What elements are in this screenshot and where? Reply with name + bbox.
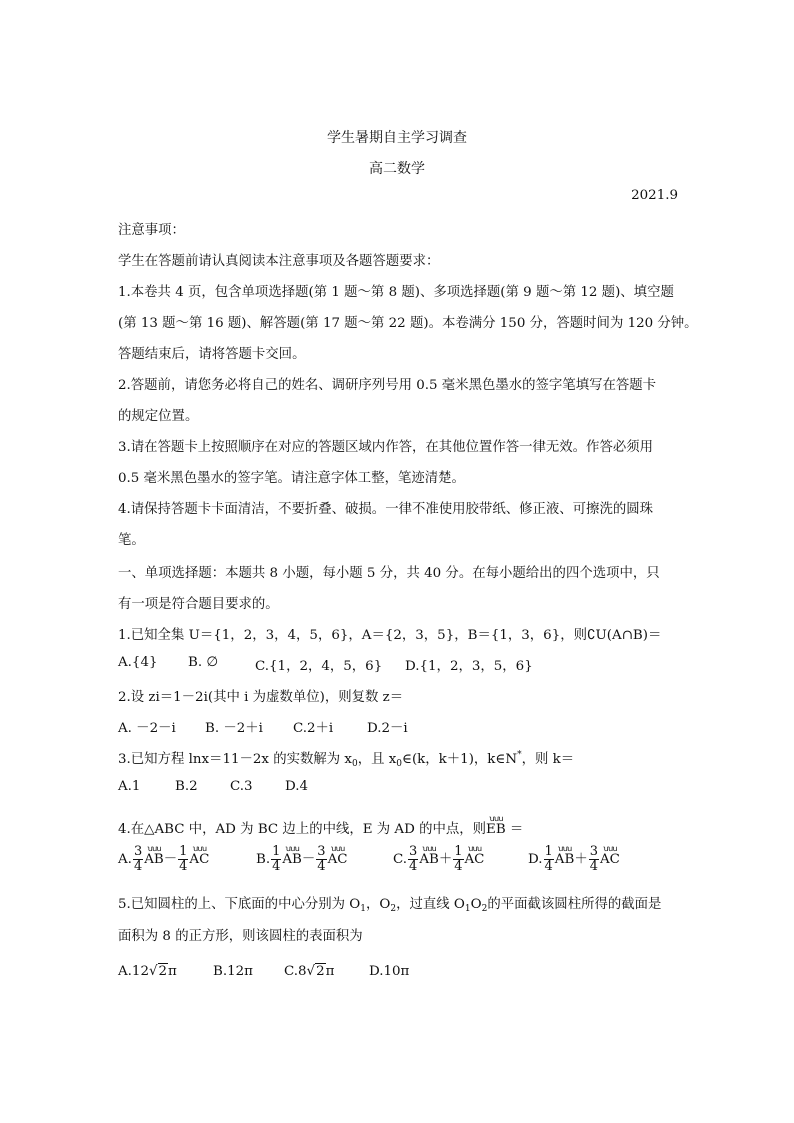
vector-ab: ꭒꭒꭒ AB (419, 852, 439, 867)
vector-ac: ꭒꭒꭒ AC (189, 852, 209, 867)
vector-eb: ꭒꭒꭒ EB (486, 822, 506, 837)
fraction: $\frac{3}{4}$ (133, 844, 143, 874)
question-1-option-d: D.{1，2，3，5，6} (405, 659, 533, 674)
notice-item-3-line-1: 3.请在答题卡上按照顺序在对应的答题区域内作答，在其他位置作答一律无效。作答必须用 (118, 440, 654, 455)
section-1-intro-line-2: 有一项是符合题目要求的。 (118, 597, 279, 612)
question-4-option-d: D. $\frac{1}{4}$ ꭒꭒꭒ AB＋ $\frac{3}{4}$ ꭒꭒꭒ AC (528, 845, 620, 874)
exam-date: 2021.9 (631, 188, 678, 203)
fraction: $\frac{3}{4}$ (409, 844, 418, 874)
question-3-option-c: C.3 (230, 779, 253, 794)
fraction: $\frac{1}{4}$ (272, 844, 281, 874)
question-1-stem: 1.已知全集 U＝{1，2，3，4，5，6}，A＝{2，3，5}，B＝{1，3，6}，则∁U(A∩B)＝ (118, 628, 662, 643)
question-3-option-a: A.1 (118, 779, 141, 794)
sqrt-symbol: √2 (306, 964, 325, 979)
question-1-option-b: B. ∅ (188, 655, 219, 670)
question-4-stem: 4.在△ABC 中，AD 为 BC 边上的中线，E 为 AD 的中点，则ꭒꭒꭒ EB ＝ (118, 818, 523, 837)
vector-ab: ꭒꭒꭒ AB (144, 852, 164, 867)
question-4-option-b: B. $\frac{1}{4}$ ꭒꭒꭒ AB－ $\frac{3}{4}$ ꭒꭒꭒ AC (256, 845, 348, 874)
fraction: $\frac{3}{4}$ (589, 844, 598, 874)
notice-intro: 学生在答题前请认真阅读本注意事项及各题答题要求： (118, 254, 440, 269)
question-2-option-a: A. －2－i (118, 721, 176, 736)
sqrt-symbol: √2 (148, 964, 168, 979)
question-3-stem: 3.已知方程 lnx＝11－2x 的实数解为 $x_0$，且 $x_0\in(k$，k＋1)，k∈N*，则 k＝ (118, 750, 575, 769)
question-5-option-c: C.8√2π (284, 964, 335, 979)
question-5-stem-line-2: 面积为 8 的正方形，则该圆柱的表面积为 (118, 929, 363, 944)
question-2-option-d: D.2－i (367, 721, 408, 736)
question-5-option-b: B.12π (213, 964, 253, 979)
notice-item-1-line-3: 答题结束后，请将答题卡交回。 (118, 347, 306, 362)
question-5-stem-line-1: 5.已知圆柱的上、下底面的中心分别为 $O_1$，$O_2$，过直线 $O_1O_2$的平面截该圆柱所得的截面是 (118, 897, 662, 914)
question-4-option-c: C. $\frac{3}{4}$ ꭒꭒꭒ AB＋ $\frac{1}{4}$ ꭒꭒꭒ AC (393, 845, 484, 874)
exam-title: 学生暑期自主学习调查 (327, 130, 467, 146)
question-2-option-c: C.2＋i (293, 721, 334, 736)
vector-ac: ꭒꭒꭒ AC (465, 852, 485, 867)
notice-item-4-line-2: 笔。 (118, 533, 145, 548)
question-1-option-a: A.{4} (118, 655, 158, 670)
question-3-option-d: D.4 (285, 779, 309, 794)
fraction: $\frac{1}{4}$ (179, 844, 188, 874)
vector-ac: ꭒꭒꭒ AC (328, 852, 348, 867)
fraction: $\frac{3}{4}$ (317, 844, 326, 874)
question-5-option-d: D.10π (369, 964, 410, 979)
notice-heading: 注意事项： (118, 223, 185, 238)
vector-ab: ꭒꭒꭒ AB (282, 852, 302, 867)
question-3-option-b: B.2 (175, 779, 198, 794)
notice-item-2-line-2: 的规定位置。 (118, 409, 199, 424)
notice-item-4-line-1: 4.请保持答题卡卡面清洁，不要折叠、破损。一律不准使用胶带纸、修正液、可擦洗的圆珠 (118, 502, 654, 517)
exam-subject: 高二数学 (369, 161, 425, 177)
fraction: $\frac{1}{4}$ (544, 844, 553, 874)
notice-item-2-line-1: 2.答题前，请您务必将自己的姓名、调研序列号用 0.5 毫米黑色墨水的签字笔填写在答题卡 (118, 378, 657, 393)
section-1-intro-line-1: 一、单项选择题：本题共 8 小题，每小题 5 分，共 40 分。在每小题给出的四个选项中，只 (118, 566, 660, 581)
vector-ab: ꭒꭒꭒ AB (555, 852, 575, 867)
question-2-option-b: B. －2＋i (205, 721, 263, 736)
vector-ac: ꭒꭒꭒ AC (600, 852, 620, 867)
question-4-option-a: A. $\frac{3}{4}$ ꭒꭒꭒ AB－ $\frac{1}{4}$ ꭒꭒꭒ AC (118, 845, 209, 874)
question-1-option-c: C.{1，2，4，5，6} (255, 659, 383, 674)
notice-item-1-line-2: (第 13 题～第 16 题)、解答题(第 17 题～第 22 题)。本卷满分 150 分，答题时间为 120 分钟。 (118, 316, 698, 331)
question-2-stem: 2.设 zi＝1－2i(其中 i 为虚数单位)，则复数 z＝ (118, 690, 404, 705)
fraction: $\frac{1}{4}$ (454, 844, 463, 874)
notice-item-3-line-2: 0.5 毫米黑色墨水的签字笔。请注意字体工整，笔迹清楚。 (118, 471, 465, 486)
notice-item-1-line-1: 1.本卷共 4 页，包含单项选择题(第 1 题～第 8 题)、多项选择题(第 9 题～第 12 题)、填空题 (118, 285, 674, 300)
question-5-option-a: A.12√2π (118, 964, 177, 979)
